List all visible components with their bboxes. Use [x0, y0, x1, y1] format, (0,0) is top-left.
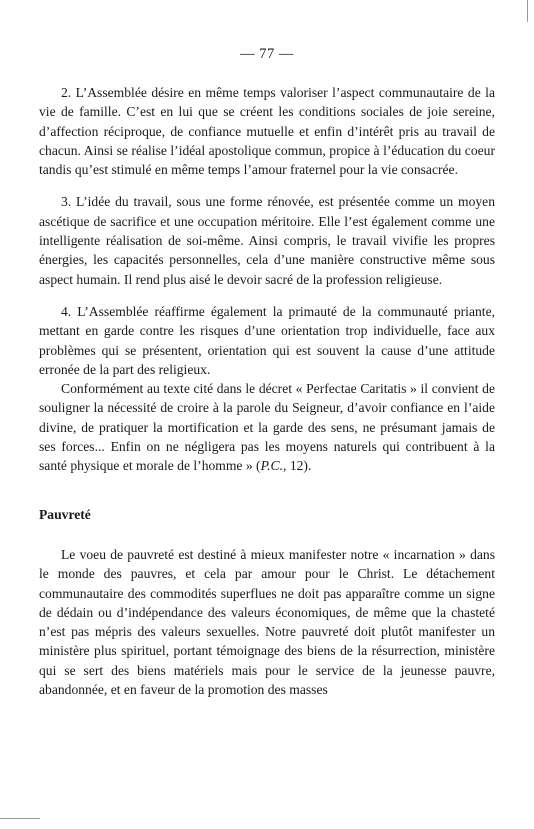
paragraph-pauvrete: Le voeu de pauvreté est destiné à mieux manifester notre « incarnation » dans le monde des pauvres, et cela par amour pour le Christ. Le détachement communautaire des commodités superflues ne doit pas apparaître comme un signe de dédain ou d’indépendance des valeurs économiques, de même que la chasteté n’est pas mépris des valeurs sexuelles. Notre pauvreté doit plutôt manifester un ministère plus spirituel, portant témoignage des biens de la résurrection, ministère qui se sert des biens matériels mais pour le service de la jeunesse pauvre, abandonnée, et en faveur de la promotion des masses	[39, 546, 495, 698]
paragraph-2: 2. L’Assemblée désire en même temps valoriser l’aspect communautaire de la vie de famille. C’est en lui que se créent les conditions sociales de joie sereine, d’affection réciproque, de confiance mutuelle et enfin d’intérêt pris au travail de chacun. Ainsi se réalise l’idéal apostolique commun, propice à l’éducation du coeur tandis qu’est stimulé en même temps l’amour fraternel pour la vie consacrée.	[39, 85, 495, 178]
margin-rule	[527, 0, 528, 22]
paragraph-conformement-text: Conformément au texte cité dans le décret « Perfectae Caritatis » il convient de souligner la nécessité de croire à la parole du Seigneur, d’avoir confiance en l’aide divine, de pratiquer la mortification et la garde des sens, ne présumant jamais de ses forces... Enfin on ne négligera pas les moyens naturels qui contribuent à la santé physique et morale de l’homme » (	[39, 381, 495, 474]
footer-rule	[0, 818, 40, 819]
paragraph-conformement	[39, 379, 495, 475]
paragraph-4: 4. L’Assemblée réaffirme également la primauté de la communauté priante, mettant en garde contre les risques d’une orientation trop individuelle, face aux problèmes qui se présentent, orientation qui est souvent la cause d’une attitude erronée de la part des religieux.	[39, 303, 495, 377]
citation-number: 12).	[286, 458, 312, 474]
citation-abbreviation: P.C.,	[260, 458, 287, 474]
page-body	[39, 83, 495, 699]
page-number: — 77 —	[240, 46, 294, 62]
section-heading: Pauvreté	[39, 506, 91, 522]
paragraph-3: 3. L’idée du travail, sous une forme rénovée, est présentée comme un moyen ascétique de sacrifice et une occupation méritoire. Elle l’est également comme une intelligente réalisation de soi-même. Ainsi compris, le travail vivifie les propres énergies, les capacités personnelles, cela d’une manière constructive même sous aspect humain. Il rend plus aisé le devoir sacré de la profession religieuse.	[39, 194, 495, 287]
